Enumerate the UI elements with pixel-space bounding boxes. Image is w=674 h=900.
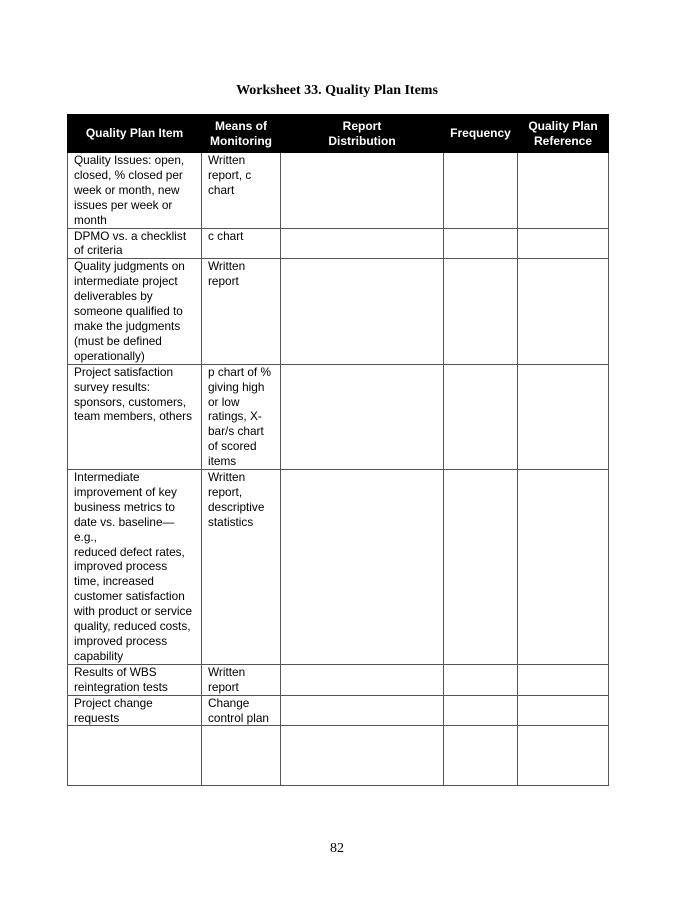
cell-frequency: [444, 153, 518, 229]
header-report-distribution: Report Distribution: [281, 115, 444, 153]
cell-frequency: [444, 364, 518, 469]
cell-frequency: [444, 470, 518, 665]
table-row: [68, 153, 609, 229]
table-header-row: [68, 115, 609, 153]
cell-distribution: [281, 726, 444, 786]
table-row: [68, 364, 609, 469]
cell-frequency: [444, 695, 518, 726]
cell-distribution: [281, 664, 444, 695]
page-number: 82: [330, 841, 344, 856]
quality-plan-table: [67, 114, 609, 786]
cell-reference: [518, 726, 609, 786]
cell-item: [68, 726, 202, 786]
cell-reference: [518, 695, 609, 726]
cell-item: Results of WBS reintegration tests: [68, 664, 202, 695]
cell-frequency: [444, 664, 518, 695]
cell-distribution: [281, 470, 444, 665]
cell-item: Intermediate improvement of key business metrics to date vs. baseline—e.g., reduced defect rates, improved process time, increased customer satisfaction with product or service quality, reduced costs, improved process capability: [68, 470, 202, 665]
table-row: [68, 259, 609, 364]
table-row: [68, 470, 609, 665]
cell-means: Written report: [202, 259, 281, 364]
table-row: [68, 695, 609, 726]
header-frequency: Frequency: [444, 115, 518, 153]
worksheet-title: Worksheet 33. Quality Plan Items: [236, 83, 438, 98]
table-row: [68, 726, 609, 786]
cell-frequency: [444, 259, 518, 364]
cell-means: Written report: [202, 664, 281, 695]
cell-item: Project change requests: [68, 695, 202, 726]
cell-reference: [518, 364, 609, 469]
cell-frequency: [444, 228, 518, 259]
cell-distribution: [281, 259, 444, 364]
cell-means: Change control plan: [202, 695, 281, 726]
cell-distribution: [281, 228, 444, 259]
table-row: [68, 228, 609, 259]
cell-reference: [518, 259, 609, 364]
cell-means: Written report, descriptive statistics: [202, 470, 281, 665]
cell-item: Quality judgments on intermediate project deliverables by someone qualified to make the judgments (must be defined operationally): [68, 259, 202, 364]
cell-reference: [518, 664, 609, 695]
cell-item: Project satisfaction survey results: sponsors, customers, team members, others: [68, 364, 202, 469]
cell-means: p chart of % giving high or low ratings, X- bar/s chart of scored items: [202, 364, 281, 469]
cell-reference: [518, 470, 609, 665]
cell-means: c chart: [202, 228, 281, 259]
header-means-of-monitoring: Means of Monitoring: [202, 115, 281, 153]
cell-distribution: [281, 695, 444, 726]
cell-frequency: [444, 726, 518, 786]
cell-distribution: [281, 153, 444, 229]
cell-item: Quality Issues: open, closed, % closed per week or month, new issues per week or month: [68, 153, 202, 229]
table-row: [68, 664, 609, 695]
cell-means: Written report, c chart: [202, 153, 281, 229]
header-quality-plan-item: Quality Plan Item: [68, 115, 202, 153]
cell-item: DPMO vs. a checklist of criteria: [68, 228, 202, 259]
header-quality-plan-reference: Quality Plan Reference: [518, 115, 609, 153]
cell-means: [202, 726, 281, 786]
cell-distribution: [281, 364, 444, 469]
cell-reference: [518, 228, 609, 259]
cell-reference: [518, 153, 609, 229]
